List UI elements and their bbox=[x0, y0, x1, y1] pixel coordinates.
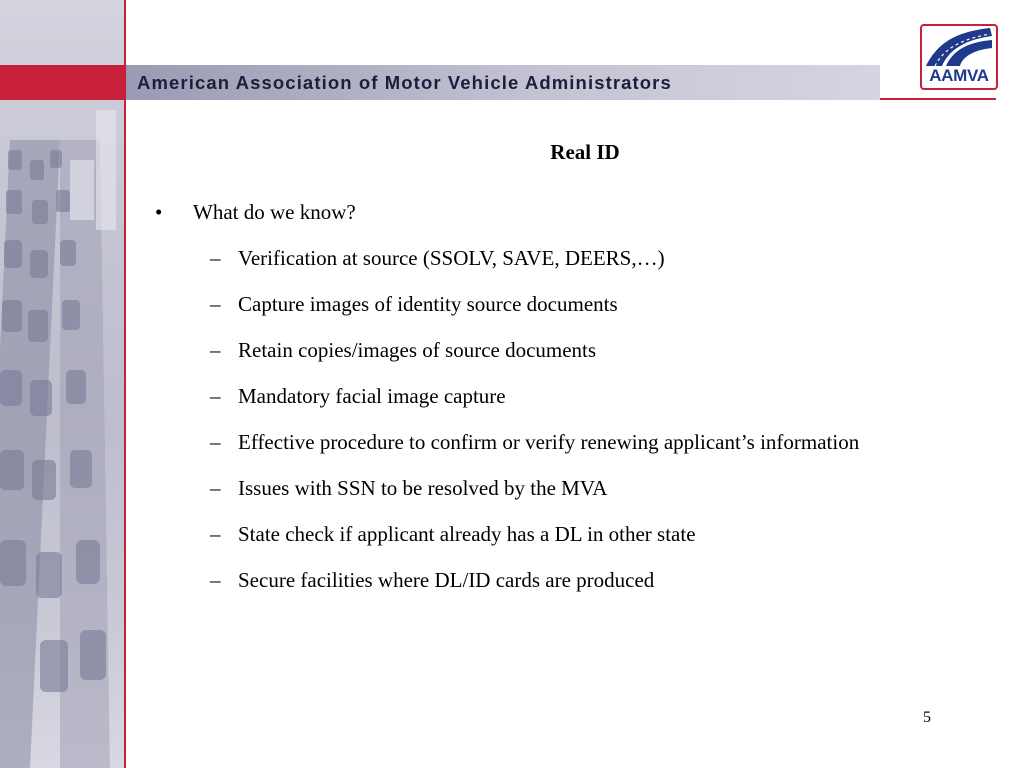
page-number: 5 bbox=[923, 709, 931, 726]
dash-marker: – bbox=[210, 522, 221, 546]
bullet-text: What do we know? bbox=[193, 200, 356, 224]
dash-marker: – bbox=[210, 338, 221, 362]
sub-item bbox=[210, 430, 859, 455]
dash-marker: – bbox=[210, 430, 221, 454]
sub-item-text: Secure facilities where DL/ID cards are produced bbox=[238, 568, 655, 592]
sub-item bbox=[210, 476, 607, 501]
dash-marker: – bbox=[210, 246, 221, 270]
sub-item-text: Issues with SSN to be resolved by the MVA bbox=[238, 476, 608, 500]
dash-marker: – bbox=[210, 568, 221, 592]
sub-item-text: Verification at source (SSOLV, SAVE, DEERS,…) bbox=[238, 246, 665, 270]
dash-marker: – bbox=[210, 476, 221, 500]
sub-item bbox=[210, 338, 596, 363]
sub-item-text: State check if applicant already has a DL in other state bbox=[238, 522, 696, 546]
sub-item-text: Effective procedure to confirm or verify renewing applicant’s information bbox=[238, 430, 860, 454]
dash-marker: – bbox=[210, 292, 221, 316]
logo-text: AAMVA bbox=[929, 66, 989, 85]
dash-marker: – bbox=[210, 384, 221, 408]
bullet-item bbox=[155, 200, 356, 225]
sub-item bbox=[210, 292, 618, 317]
sub-item bbox=[210, 568, 654, 593]
header-title: American Association of Motor Vehicle Administrators bbox=[137, 72, 672, 93]
sub-item bbox=[210, 384, 506, 409]
sub-item-text: Mandatory facial image capture bbox=[238, 384, 506, 408]
sub-item bbox=[210, 246, 665, 271]
slide-title: Real ID bbox=[550, 140, 620, 164]
sub-item bbox=[210, 522, 696, 547]
bullet-marker: • bbox=[155, 200, 163, 224]
sub-item-text: Retain copies/images of source documents bbox=[238, 338, 597, 362]
sub-item-text: Capture images of identity source documents bbox=[238, 292, 618, 316]
